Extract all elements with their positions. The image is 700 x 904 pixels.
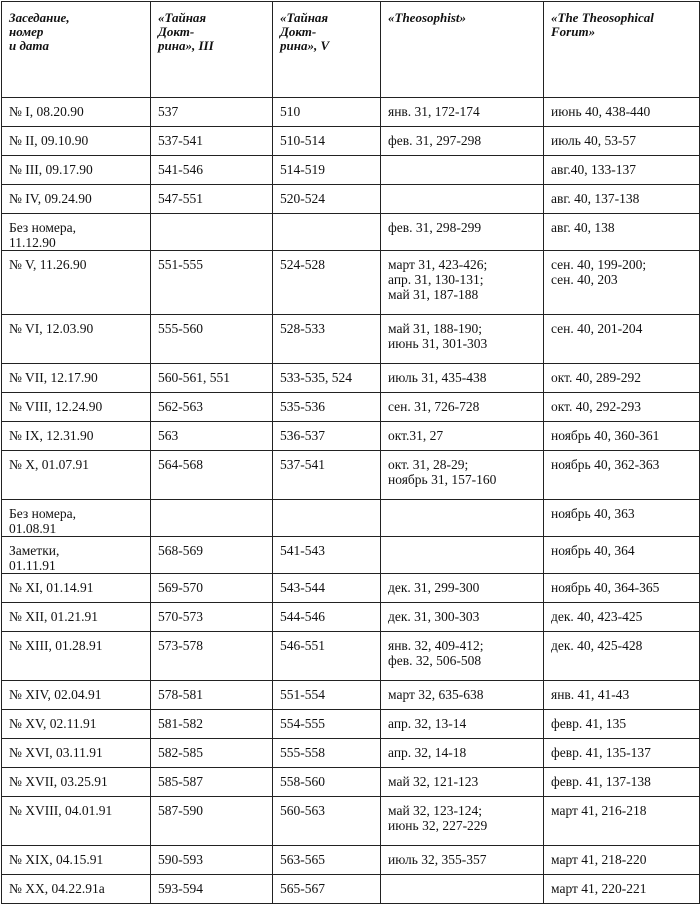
cell-secret-doctrine-5: 533-535, 524 <box>273 364 381 393</box>
cell-secret-doctrine-5: 544-546 <box>273 603 381 632</box>
table-row <box>2 451 700 500</box>
table-row <box>2 846 700 875</box>
table-row <box>2 500 700 537</box>
cell-secret-doctrine-5: 563-565 <box>273 846 381 875</box>
cell-session: Заметки, 01.11.91 <box>2 537 151 574</box>
cell-secret-doctrine-5: 541-543 <box>273 537 381 574</box>
table-row <box>2 393 700 422</box>
cell-secret-doctrine-5: 535-536 <box>273 393 381 422</box>
table-body <box>2 98 700 904</box>
sessions-table <box>1 1 700 904</box>
cell-theosophical-forum: дек. 40, 423-425 <box>544 603 700 632</box>
cell-theosophist: июль 31, 435-438 <box>381 364 544 393</box>
cell-theosophical-forum: ноябрь 40, 360-361 <box>544 422 700 451</box>
cell-theosophical-forum: июнь 40, 438-440 <box>544 98 700 127</box>
cell-session: № III, 09.17.90 <box>2 156 151 185</box>
cell-session: № XIX, 04.15.91 <box>2 846 151 875</box>
cell-theosophist: май 32, 123-124; июнь 32, 227-229 <box>381 797 544 846</box>
cell-session: № XVI, 03.11.91 <box>2 739 151 768</box>
cell-theosophist <box>381 537 544 574</box>
cell-secret-doctrine-3: 568-569 <box>151 537 273 574</box>
table-row <box>2 422 700 451</box>
cell-secret-doctrine-3: 560-561, 551 <box>151 364 273 393</box>
cell-theosophical-forum: ноябрь 40, 362-363 <box>544 451 700 500</box>
cell-theosophist: янв. 31, 172-174 <box>381 98 544 127</box>
table-row <box>2 315 700 364</box>
cell-theosophical-forum: янв. 41, 41-43 <box>544 681 700 710</box>
cell-theosophist: март 32, 635-638 <box>381 681 544 710</box>
cell-theosophical-forum: ноябрь 40, 364-365 <box>544 574 700 603</box>
cell-session: № X, 01.07.91 <box>2 451 151 500</box>
cell-secret-doctrine-5: 560-563 <box>273 797 381 846</box>
cell-secret-doctrine-3: 581-582 <box>151 710 273 739</box>
table-row <box>2 603 700 632</box>
cell-theosophist: окт. 31, 28-29; ноябрь 31, 157-160 <box>381 451 544 500</box>
cell-theosophist: апр. 32, 14-18 <box>381 739 544 768</box>
cell-secret-doctrine-3: 541-546 <box>151 156 273 185</box>
table-row <box>2 768 700 797</box>
cell-secret-doctrine-3: 562-563 <box>151 393 273 422</box>
cell-secret-doctrine-5 <box>273 214 381 251</box>
table-row <box>2 185 700 214</box>
table-row <box>2 98 700 127</box>
table-row <box>2 364 700 393</box>
cell-session: № XV, 02.11.91 <box>2 710 151 739</box>
cell-secret-doctrine-3: 585-587 <box>151 768 273 797</box>
cell-theosophical-forum: сен. 40, 201-204 <box>544 315 700 364</box>
cell-secret-doctrine-5: 514-519 <box>273 156 381 185</box>
cell-secret-doctrine-3 <box>151 214 273 251</box>
cell-theosophist <box>381 875 544 904</box>
cell-session: № I, 08.20.90 <box>2 98 151 127</box>
cell-secret-doctrine-5: 551-554 <box>273 681 381 710</box>
cell-session: № XIII, 01.28.91 <box>2 632 151 681</box>
cell-secret-doctrine-3: 563 <box>151 422 273 451</box>
cell-theosophical-forum: авг. 40, 137-138 <box>544 185 700 214</box>
cell-session: № V, 11.26.90 <box>2 251 151 315</box>
cell-theosophist: фев. 31, 297-298 <box>381 127 544 156</box>
cell-secret-doctrine-5: 554-555 <box>273 710 381 739</box>
cell-session: № IV, 09.24.90 <box>2 185 151 214</box>
cell-secret-doctrine-5: 510 <box>273 98 381 127</box>
cell-theosophist: март 31, 423-426; апр. 31, 130-131; май 31, 187-188 <box>381 251 544 315</box>
table-row <box>2 127 700 156</box>
cell-theosophist: май 32, 121-123 <box>381 768 544 797</box>
cell-session: № XVIII, 04.01.91 <box>2 797 151 846</box>
cell-secret-doctrine-5 <box>273 500 381 537</box>
cell-secret-doctrine-3: 537-541 <box>151 127 273 156</box>
cell-theosophist: апр. 32, 13-14 <box>381 710 544 739</box>
table-row <box>2 739 700 768</box>
cell-theosophist: янв. 32, 409-412; фев. 32, 506-508 <box>381 632 544 681</box>
cell-session: № XIV, 02.04.91 <box>2 681 151 710</box>
cell-theosophist: май 31, 188-190; июнь 31, 301-303 <box>381 315 544 364</box>
cell-secret-doctrine-3: 551-555 <box>151 251 273 315</box>
cell-session: № II, 09.10.90 <box>2 127 151 156</box>
cell-secret-doctrine-3: 569-570 <box>151 574 273 603</box>
cell-theosophical-forum: окт. 40, 289-292 <box>544 364 700 393</box>
cell-session: № VII, 12.17.90 <box>2 364 151 393</box>
cell-secret-doctrine-5: 528-533 <box>273 315 381 364</box>
header-theosophist: «Theosophist» <box>381 2 544 98</box>
table-row <box>2 156 700 185</box>
cell-theosophist: июль 32, 355-357 <box>381 846 544 875</box>
cell-theosophical-forum: окт. 40, 292-293 <box>544 393 700 422</box>
cell-secret-doctrine-3: 582-585 <box>151 739 273 768</box>
cell-theosophist: сен. 31, 726-728 <box>381 393 544 422</box>
cell-theosophist: дек. 31, 299-300 <box>381 574 544 603</box>
cell-theosophical-forum: сен. 40, 199-200; сен. 40, 203 <box>544 251 700 315</box>
cell-session: № IX, 12.31.90 <box>2 422 151 451</box>
cell-session: № XX, 04.22.91a <box>2 875 151 904</box>
cell-theosophical-forum: июль 40, 53-57 <box>544 127 700 156</box>
cell-theosophical-forum: ноябрь 40, 363 <box>544 500 700 537</box>
header-session: Заседание, номер и дата <box>2 2 151 98</box>
cell-secret-doctrine-5: 510-514 <box>273 127 381 156</box>
cell-secret-doctrine-5: 565-567 <box>273 875 381 904</box>
cell-secret-doctrine-5: 520-524 <box>273 185 381 214</box>
cell-secret-doctrine-5: 537-541 <box>273 451 381 500</box>
cell-theosophist <box>381 156 544 185</box>
cell-session: № XI, 01.14.91 <box>2 574 151 603</box>
cell-theosophical-forum: март 41, 218-220 <box>544 846 700 875</box>
cell-theosophical-forum: февр. 41, 135-137 <box>544 739 700 768</box>
cell-secret-doctrine-5: 555-558 <box>273 739 381 768</box>
cell-secret-doctrine-5: 543-544 <box>273 574 381 603</box>
cell-secret-doctrine-3: 537 <box>151 98 273 127</box>
table-header-row <box>2 2 700 98</box>
cell-secret-doctrine-3: 547-551 <box>151 185 273 214</box>
cell-theosophical-forum: февр. 41, 137-138 <box>544 768 700 797</box>
cell-session: № XVII, 03.25.91 <box>2 768 151 797</box>
cell-secret-doctrine-3 <box>151 500 273 537</box>
cell-secret-doctrine-3: 578-581 <box>151 681 273 710</box>
cell-session: № VIII, 12.24.90 <box>2 393 151 422</box>
header-theosophical-forum: «The Theosophical Forum» <box>544 2 700 98</box>
table-row <box>2 797 700 846</box>
cell-secret-doctrine-3: 593-594 <box>151 875 273 904</box>
cell-theosophical-forum: март 41, 216-218 <box>544 797 700 846</box>
cell-theosophist <box>381 500 544 537</box>
cell-theosophical-forum: дек. 40, 425-428 <box>544 632 700 681</box>
cell-theosophist <box>381 185 544 214</box>
cell-theosophical-forum: февр. 41, 135 <box>544 710 700 739</box>
table-row <box>2 251 700 315</box>
cell-secret-doctrine-3: 573-578 <box>151 632 273 681</box>
cell-theosophist: окт.31, 27 <box>381 422 544 451</box>
cell-theosophical-forum: авг. 40, 138 <box>544 214 700 251</box>
cell-secret-doctrine-3: 587-590 <box>151 797 273 846</box>
table-row <box>2 574 700 603</box>
cell-theosophical-forum: авг.40, 133-137 <box>544 156 700 185</box>
cell-secret-doctrine-3: 555-560 <box>151 315 273 364</box>
table-row <box>2 875 700 904</box>
cell-session: Без номера, 11.12.90 <box>2 214 151 251</box>
cell-secret-doctrine-5: 558-560 <box>273 768 381 797</box>
cell-session: Без номера, 01.08.91 <box>2 500 151 537</box>
table-row <box>2 681 700 710</box>
table-row <box>2 710 700 739</box>
header-secret-doctrine-3: «Тайная Докт- рина», III <box>151 2 273 98</box>
header-secret-doctrine-5: «Тайная Докт- рина», V <box>273 2 381 98</box>
cell-session: № VI, 12.03.90 <box>2 315 151 364</box>
cell-secret-doctrine-5: 524-528 <box>273 251 381 315</box>
cell-theosophist: дек. 31, 300-303 <box>381 603 544 632</box>
cell-secret-doctrine-5: 546-551 <box>273 632 381 681</box>
cell-secret-doctrine-3: 564-568 <box>151 451 273 500</box>
cell-theosophical-forum: март 41, 220-221 <box>544 875 700 904</box>
cell-theosophical-forum: ноябрь 40, 364 <box>544 537 700 574</box>
table-row <box>2 632 700 681</box>
cell-secret-doctrine-3: 590-593 <box>151 846 273 875</box>
cell-session: № XII, 01.21.91 <box>2 603 151 632</box>
table-row <box>2 214 700 251</box>
cell-secret-doctrine-3: 570-573 <box>151 603 273 632</box>
table-row <box>2 537 700 574</box>
cell-theosophist: фев. 31, 298-299 <box>381 214 544 251</box>
cell-secret-doctrine-5: 536-537 <box>273 422 381 451</box>
